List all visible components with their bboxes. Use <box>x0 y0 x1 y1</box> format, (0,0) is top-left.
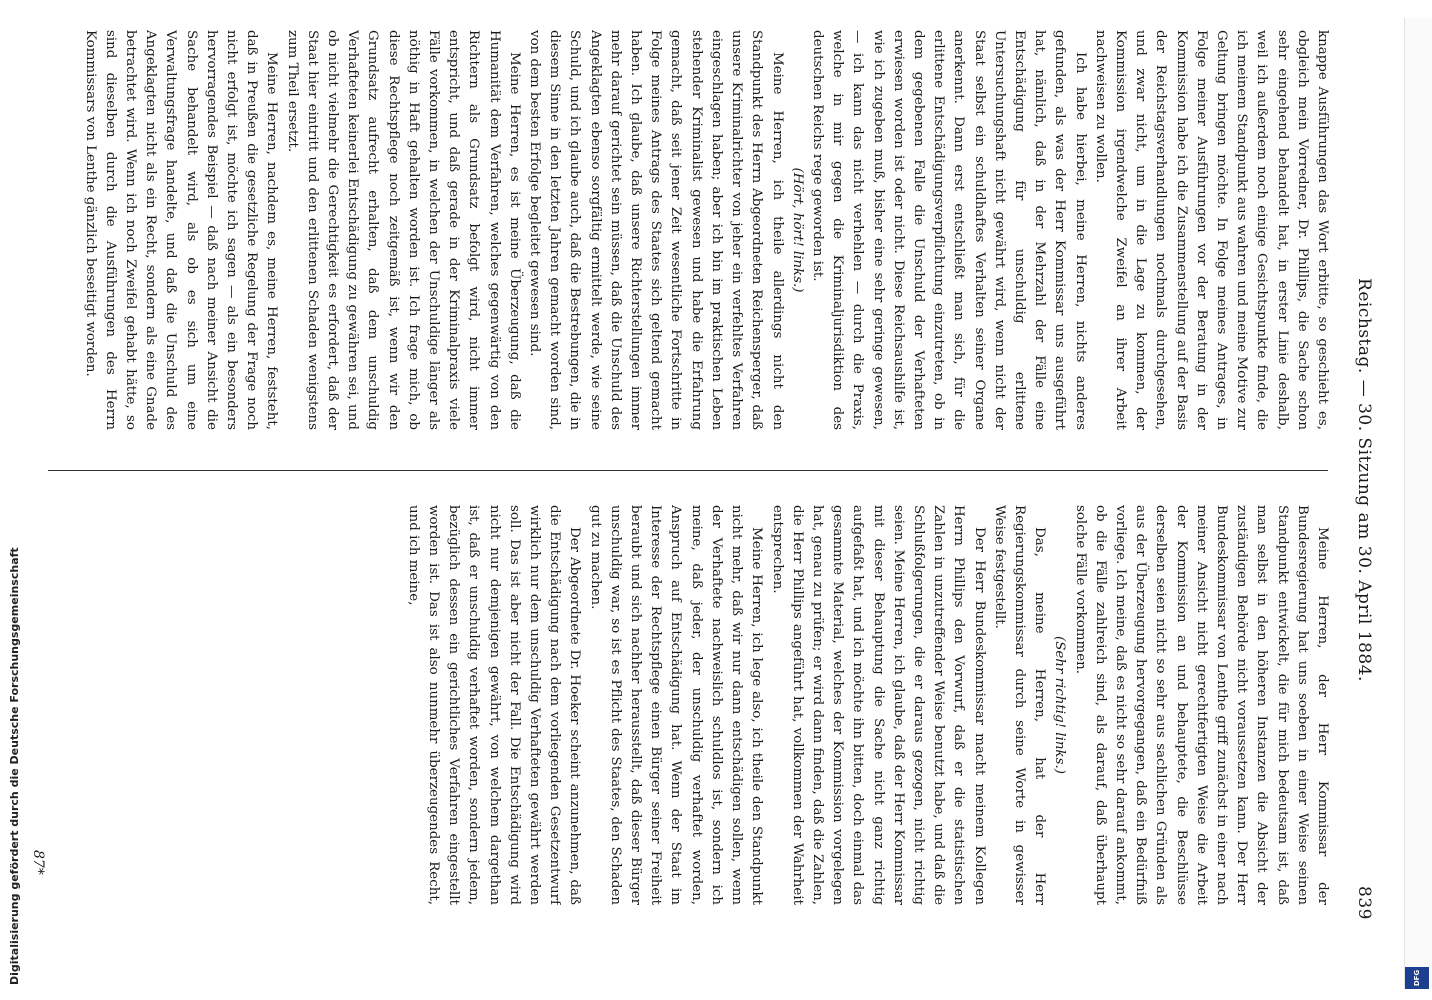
interjection: (Hört, hört! links.) <box>789 167 805 293</box>
paragraph: Meine Herren, ich lege also, ich theile den Standpunkt nicht mehr, daß wir nur dann entschädigen sollen, wenn der Verhaftete nachweislich schuldlos ist, sondern ich meine, daß jeder, der unschuldig verhaftet worden, Anspruch auf Entschädigung hat. Wenn der Staat im Interesse der Rechtspflege einen Bürger seiner Freiheit beraubt und sich nachher herausstellt, daß dieser Bürger unschuldig war, so ist es Pflicht des Staates, den Schaden gut zu machen. <box>587 505 765 905</box>
page-header <box>1344 40 1374 920</box>
left-column <box>32 30 1332 430</box>
dfg-logo-icon: DFG <box>1405 967 1429 989</box>
funding-notice: Digitalisierung gefördert durch die Deutsche Forschungsgemeinschaft <box>8 547 21 985</box>
column-divider <box>48 470 1328 471</box>
paragraph: Meine Herren, der Herr Kommissar der Bundesregierung hat uns soeben in einer Weise seinen Standpunkt entwickelt, die für mich bedeutsam ist, daß man selbst in den höheren Instanzen die Absicht der zuständigen Behörde nicht voraussetzen kann. Der Herr Bundeskommissar von Lenthe griff zunächst in einer nach meiner Ansicht nicht gerechtfertigten Weise die Arbeit der Kommission an und behauptete, die Beschlüsse derselben seien nicht so sehr aus sachlichen Gründen als aus der Überzeugung hervorgegangen, daß ein Bedürfniß vorliege. Ich meine, daß es nicht so sehr darauf ankommt, ob die Fälle zahlreich sind, als darauf, daß überhaupt solche Fälle vorkommen. <box>1072 505 1330 905</box>
paragraph: Der Herr Bundeskommissar macht meinem Kollegen Herrn Phillips den Vorwurf, daß er die statistischen Zahlen in unzutreffender Weise benutzt habe, und daß die Schlußfolgerungen, die er daraus gezogen, nicht richtig seien. Meine Herren, ich glaube, daß der Herr Kommissar mit dieser Behauptung die Sache nicht ganz richtig aufgefaßt hat, und ich möchte ihn bitten, doch einmal das gesammte Material, welches der Kommission vorgelegen hat, genau zu prüfen; er wird dann finden, daß die Zahlen, die Herr Phillips angeführt hat, vollkommen der Wahrheit entsprechen. <box>769 505 987 905</box>
paragraph: Das, meine Herren, hat der Herr Regierungskommissar durch seine Worte in gewisser Weise festgestellt. <box>991 505 1048 905</box>
scanned-page <box>20 0 1392 960</box>
paragraph: Meine Herren, ich theile allerdings nicht den Standpunkt des Herrn Abgeordneten Reichensperger, daß unsere Kriminalrichter von jeher ein verfehltes Verfahren eingeschlagen haben; aber ich bin im praktischen Leben stehender Kriminalist gewesen und habe die Erfahrung gemacht, daß seit jener Zeit wesentliche Fortschritte in Folge meines Antrags des Staates sich geltend gemacht haben. Ich glaube, daß unsere Richterstellungen immer mehr darauf gerichtet sein müssen, daß die Unschuld des Angeklagten ebenso sorgfältig ermittelt werde, wie seine Schuld, und ich glaube auch, daß die Bestrebungen, die in diesem Sinne in den letzten Jahren gemacht worden sind, von dem besten Erfolge begleitet gewesen sind. <box>527 30 785 430</box>
paragraph: Meine Herren, nachdem es, meine Herren, feststeht, daß in Preußen die gesetzliche Regelung der Frage noch nicht erfolgt ist, möchte ich sagen — als ein besonders hervorragendes Beispiel — daß nach meiner Ansicht die Sache behandelt wird, als ob es sich um eine Verwaltungsfrage handelte, und daß die Unschuld des Angeklagten nicht als ein Recht, sondern als eine Gnade betrachtet wird. Wenn ich noch Zweifel gehabt hätte, so sind dieselben durch die Ausführungen des Herrn Kommissars von Lenthe gänzlich beseitigt worden. <box>82 30 280 430</box>
paragraph: Ich habe hierbei, meine Herren, nichts anderes gefunden, als was der Herr Kommissar uns ausgeführt hat, nämlich, daß in der Mehrzahl der Fälle eine Entschädigung für unschuldig erlittene Untersuchungshaft nicht gewährt wird, wenn nicht der Staat selbst ein schuldhaftes Verhalten seiner Organe anerkennt. Dann erst entschließt man sich, für die erlittene Entschädigungsverpflichtung einzutreten, ob in dem gegebenen Falle die Unschuld der Verhafteten erwiesen worden ist oder nicht. Diese Reichsaushilfe ist, wie ich zugeben muß, bisher eine sehr geringe gewesen, — ich kann das nicht verhehlen — durch die Praxis, welche in mir gegen die Kriminaljurisdiktion des deutschen Reichs rege geworden ist. <box>809 30 1088 430</box>
digitization-sidebar <box>1404 18 1432 988</box>
page-title: Reichstag. — 30. Sitzung am 30. April 1884. <box>1354 278 1374 682</box>
paragraph: Der Abgeordnete Dr. Hoeker scheint anzunehmen, daß die Entschädigung nach dem vorliegenden Gesetzentwurf wirklich nur dem unschuldig Verhafteten gewährt werden soll. Das ist aber nicht der Fall. Die Entschädigung wird nicht nur demjenigen gewährt, von welchem dargethan ist, daß er unschuldig verhaftet worden, sondern jedem, bezüglich dessen ein gerichtliches Verfahren eingestellt worden ist. Das ist also nunmehr überzeugendes Recht, und ich meine, <box>405 505 583 905</box>
signature-mark: 87* <box>30 850 46 875</box>
paragraph: knappe Ausführungen das Wort erbitte, so geschieht es, obgleich mein Vorredner, Dr. Phillips, die Sache schon sehr eingehend behandelt hat, in erster Linie deshalb, weil ich außerdem noch einige Gesichtspunkte finde, die ich meinem Standpunkt aus wahren und meine Motive zur Geltung bringen möchte. In Folge meines Antrages, in Folge meiner Ausführungen vor der Beratung in der Kommission habe ich die Zusammenstellung auf der Basis der Reichstagsverhandlungen nochmals durchgesehen, und zwar nicht, um in die Lage zu kommen, der Kommission irgendwelche Zweifel an ihrer Arbeit nachweisen zu wollen. <box>1092 30 1330 430</box>
interjection: (Sehr richtig! links.) <box>1052 636 1068 774</box>
page-number: 839 <box>1354 886 1374 920</box>
paragraph: Meine Herren, es ist meine Überzeugung, daß die Humanität dem Verfahren, welches gegenwärtig von den Richtern als Grundsatz befolgt wird, nicht immer entspricht, und daß gerade in der Kriminalpraxis viele Fälle vorkommen, in welchen der Unschuldige länger als nöthig in Haft gehalten worden ist. Ich frage mich, ob diese Rechtspflege noch zeitgemäß ist, wenn wir den Grundsatz aufrecht erhalten, daß dem unschuldig Verhafteten keinerlei Entschädigung zu gewähren sei, und ob nicht vielmehr die Gerechtigkeit es erfordert, daß der Staat hier eintritt und den erlittenen Schaden wenigstens zum Theil ersetzt. <box>284 30 522 430</box>
right-column <box>32 505 1332 905</box>
